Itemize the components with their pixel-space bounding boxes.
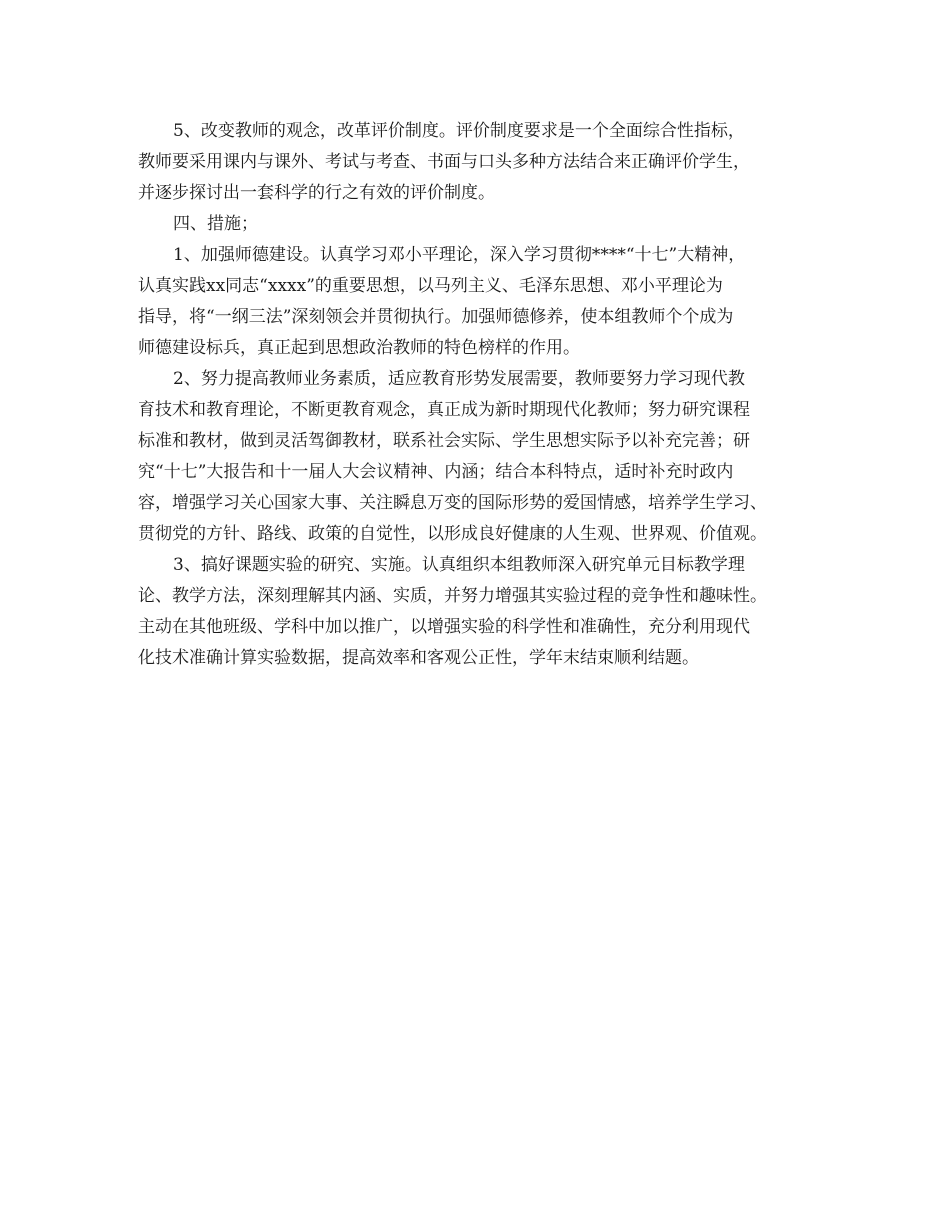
paragraph-research-project [138, 550, 818, 674]
text-line: 容，增强学习关心国家大事、关注瞬息万变的国际形势的爱国情感，培养学生学习、 [138, 493, 767, 513]
text-line: 5、改变教师的观念，改革评价制度。评价制度要求是一个全面综合性指标， [173, 121, 745, 141]
text-line: 论、教学方法，深刻理解其内涵、实质，并努力增强其实验过程的竞争性和趣味性。 [138, 586, 767, 606]
document-body [138, 116, 818, 674]
section-heading-measures [138, 209, 818, 240]
paragraph-professional-quality [138, 364, 818, 550]
text-line: 育技术和教育理论，不断更教育观念，真正成为新时期现代化教师；努力研究课程 [138, 400, 750, 420]
text-line: 化技术准确计算实验数据，提高效率和客观公正性，学年末结束顺利结题。 [138, 648, 699, 668]
text-line: 贯彻党的方针、路线、政策的自觉性，以形成良好健康的人生观、世界观、价值观。 [138, 524, 767, 544]
text-line: 指导，将“一纲三法”深刻领会并贯彻执行。加强师德修养，使本组教师个个成为 [138, 307, 734, 327]
section-heading: 四、措施； [173, 214, 258, 234]
text-line: 标准和教材，做到灵活驾御教材，联系社会实际、学生思想实际予以补充完善；研 [138, 431, 750, 451]
paragraph-ethics [138, 240, 818, 364]
text-line: 究“十七”大报告和十一届人大会议精神、内涵；结合本科特点，适时补充时政内 [138, 462, 734, 482]
text-line: 师德建设标兵，真正起到思想政治教师的特色榜样的作用。 [138, 338, 580, 358]
text-line: 3、搞好课题实验的研究、实施。认真组织本组教师深入研究单元目标教学理 [173, 555, 745, 575]
text-line: 主动在其他班级、学科中加以推广，以增强实验的科学性和准确性，充分利用现代 [138, 617, 750, 637]
text-line: 1、加强师德建设。认真学习邓小平理论，深入学习贯彻****“十七”大精神， [173, 245, 746, 265]
paragraph-evaluation-reform [138, 116, 818, 209]
text-line: 教师要采用课内与课外、考试与考查、书面与口头多种方法结合来正确评价学生， [138, 152, 750, 172]
text-line: 2、努力提高教师业务素质，适应教育形势发展需要，教师要努力学习现代教 [173, 369, 745, 389]
text-line: 并逐步探讨出一套科学的行之有效的评价制度。 [138, 183, 495, 203]
text-line: 认真实践xx同志“xxxx”的重要思想，以马列主义、毛泽东思想、邓小平理论为 [138, 276, 723, 296]
